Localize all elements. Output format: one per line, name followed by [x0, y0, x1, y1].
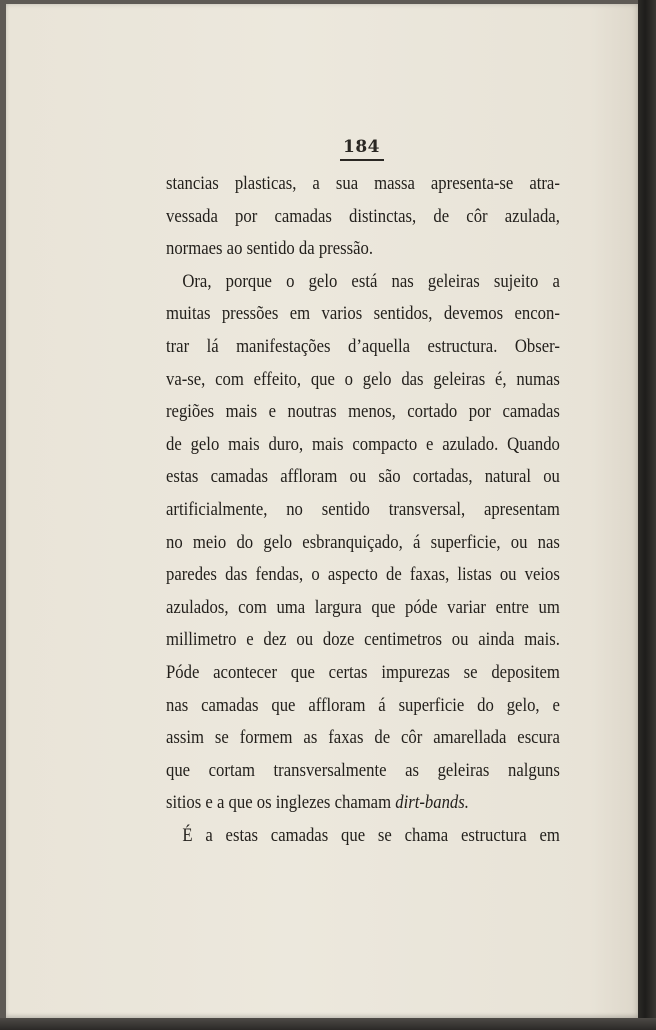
- text-line: artificialmente, no sentido transversal, apresentam: [166, 498, 560, 520]
- text-line: muitas pressões em varios sentidos, devemos encon-: [166, 303, 560, 325]
- text-line: azulados, com uma largura que póde variar entre um: [166, 596, 560, 618]
- text-line: no meio do gelo esbranquiçado, á superficie, ou nas: [166, 531, 560, 553]
- page-bottom-edge: [0, 1018, 656, 1030]
- body-text: [166, 168, 560, 852]
- italic-term: dirt-bands.: [395, 792, 469, 814]
- text-line: paredes das fendas, o aspecto de faxas, listas ou veios: [166, 564, 560, 586]
- text-line: va-se, com effeito, que o gelo das geleiras é, numas: [166, 368, 560, 390]
- text-line: Ora, porque o gelo está nas geleiras sujeito a: [182, 270, 560, 292]
- text-line: nas camadas que affloram á superficie do gelo, e: [166, 694, 560, 716]
- text-line: estas camadas affloram ou são cortadas, natural ou: [166, 466, 560, 488]
- book-spine-shadow: [638, 0, 656, 1030]
- text-line: de gelo mais duro, mais compacto e azulado. Quando: [166, 433, 560, 455]
- text-line: millimetro e dez ou doze centimetros ou ainda mais.: [166, 629, 560, 651]
- text-line: regiões mais e noutras menos, cortado por camadas: [166, 401, 560, 423]
- book-page: [6, 4, 640, 1018]
- text-line: assim se formem as faxas de côr amarellada escura: [166, 727, 560, 749]
- text-line: É a estas camadas que se chama estructura em: [182, 824, 560, 846]
- text-line: Póde acontecer que certas impurezas se depositem: [166, 661, 560, 683]
- text-line: trar lá manifestações d’aquella estructura. Obser-: [166, 335, 560, 357]
- text-line: stancias plasticas, a sua massa apresenta-se atra-: [166, 173, 560, 194]
- page-number: 184: [343, 137, 380, 157]
- text-line: vessada por camadas distinctas, de côr azulada,: [166, 205, 560, 227]
- text-line: sitios e a que os inglezes chamam dirt-bands.: [166, 792, 469, 814]
- text-line: que cortam transversalmente as geleiras nalguns: [166, 759, 560, 781]
- page-number-underline: [340, 159, 384, 161]
- text-line: normaes ao sentido da pressão.: [166, 238, 374, 260]
